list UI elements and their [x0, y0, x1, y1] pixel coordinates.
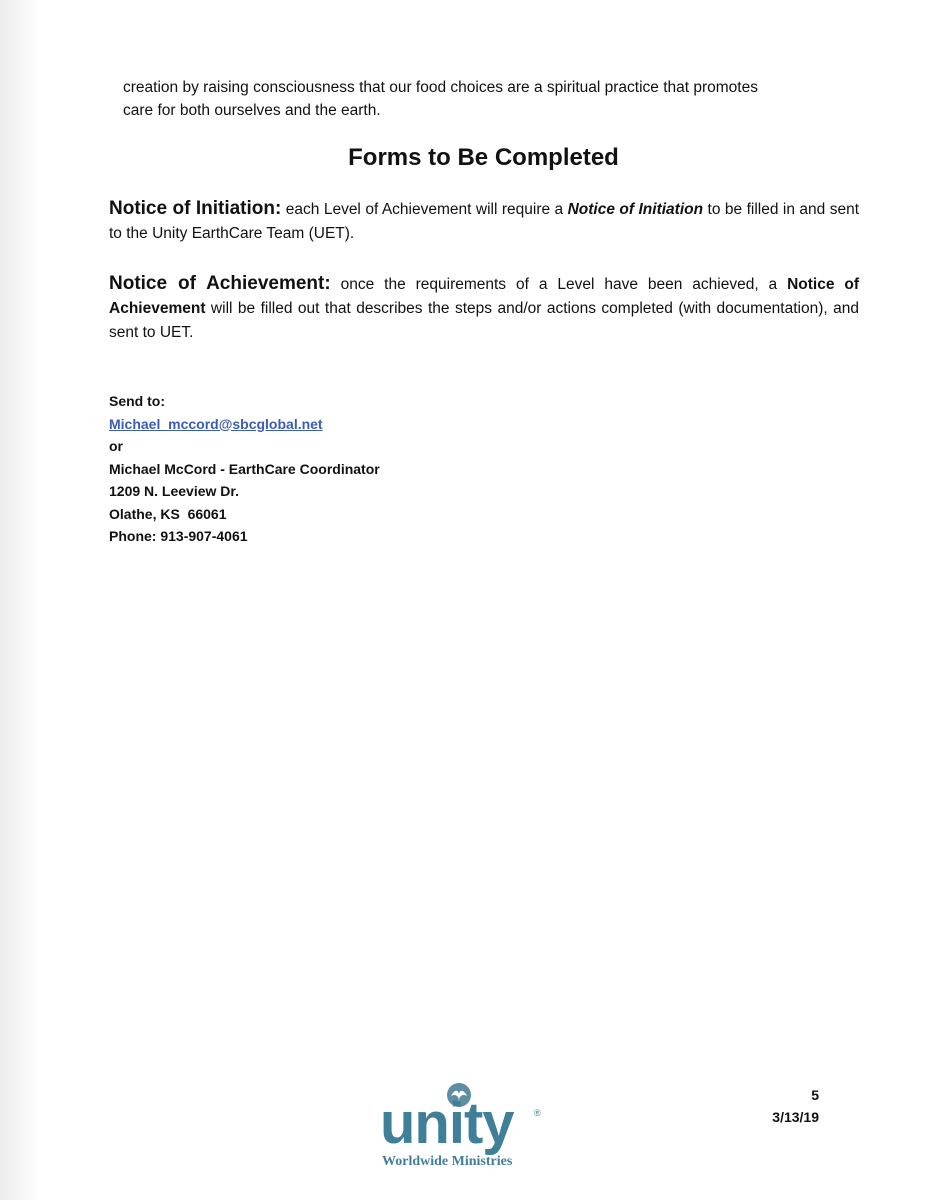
achievement-text-after: will be filled out that describes the steps and/or actions completed (with documentation), and sent to UET.	[109, 300, 859, 341]
logo-registered-mark: ®	[534, 1108, 541, 1118]
achievement-emphasis: Notice of Achievement	[109, 276, 860, 317]
initiation-text-after: to be filled in and sent to the Unity EarthCare Team (UET).	[109, 201, 860, 242]
page-number: 5	[811, 1087, 819, 1103]
initiation-emphasis: Notice of Initiation	[567, 201, 704, 218]
phone-number: Phone: 913-907-4061	[109, 528, 248, 544]
email-link[interactable]: Michael_mccord@sbcglobal.net	[109, 415, 323, 432]
section-title: Forms to Be Completed	[348, 144, 619, 171]
achievement-text-before: once the requirements of a Level have been achieved, a	[330, 276, 788, 293]
send-to-label: Send to:	[109, 393, 165, 409]
initiation-text-before: each Level of Achievement will require a	[281, 201, 568, 218]
address-line-2: Olathe, KS 66061	[109, 505, 227, 522]
initiation-lead: Notice of Initiation:	[109, 198, 282, 219]
unity-logo	[378, 1082, 548, 1177]
intro-line-2: care for both ourselves and the earth.	[123, 102, 381, 119]
or-label: or	[109, 438, 123, 454]
contact-name: Michael McCord - EarthCare Coordinator	[109, 460, 380, 477]
notice-of-initiation-paragraph	[109, 197, 859, 246]
address-line-1: 1209 N. Leeview Dr.	[109, 483, 239, 499]
logo-tagline: Worldwide Ministries	[382, 1154, 513, 1169]
achievement-lead: Notice of Achievement:	[109, 273, 331, 294]
page-margin-shadow	[0, 0, 40, 1200]
send-to-block	[109, 390, 380, 548]
page-footer	[772, 1084, 819, 1128]
logo-wordmark: unity	[380, 1091, 514, 1156]
intro-line-1: creation by raising consciousness that our food choices are a spiritual practice that promotes	[123, 79, 758, 96]
document-date: 3/13/19	[772, 1109, 819, 1125]
notice-of-achievement-paragraph	[109, 272, 859, 345]
intro-paragraph	[123, 76, 843, 122]
